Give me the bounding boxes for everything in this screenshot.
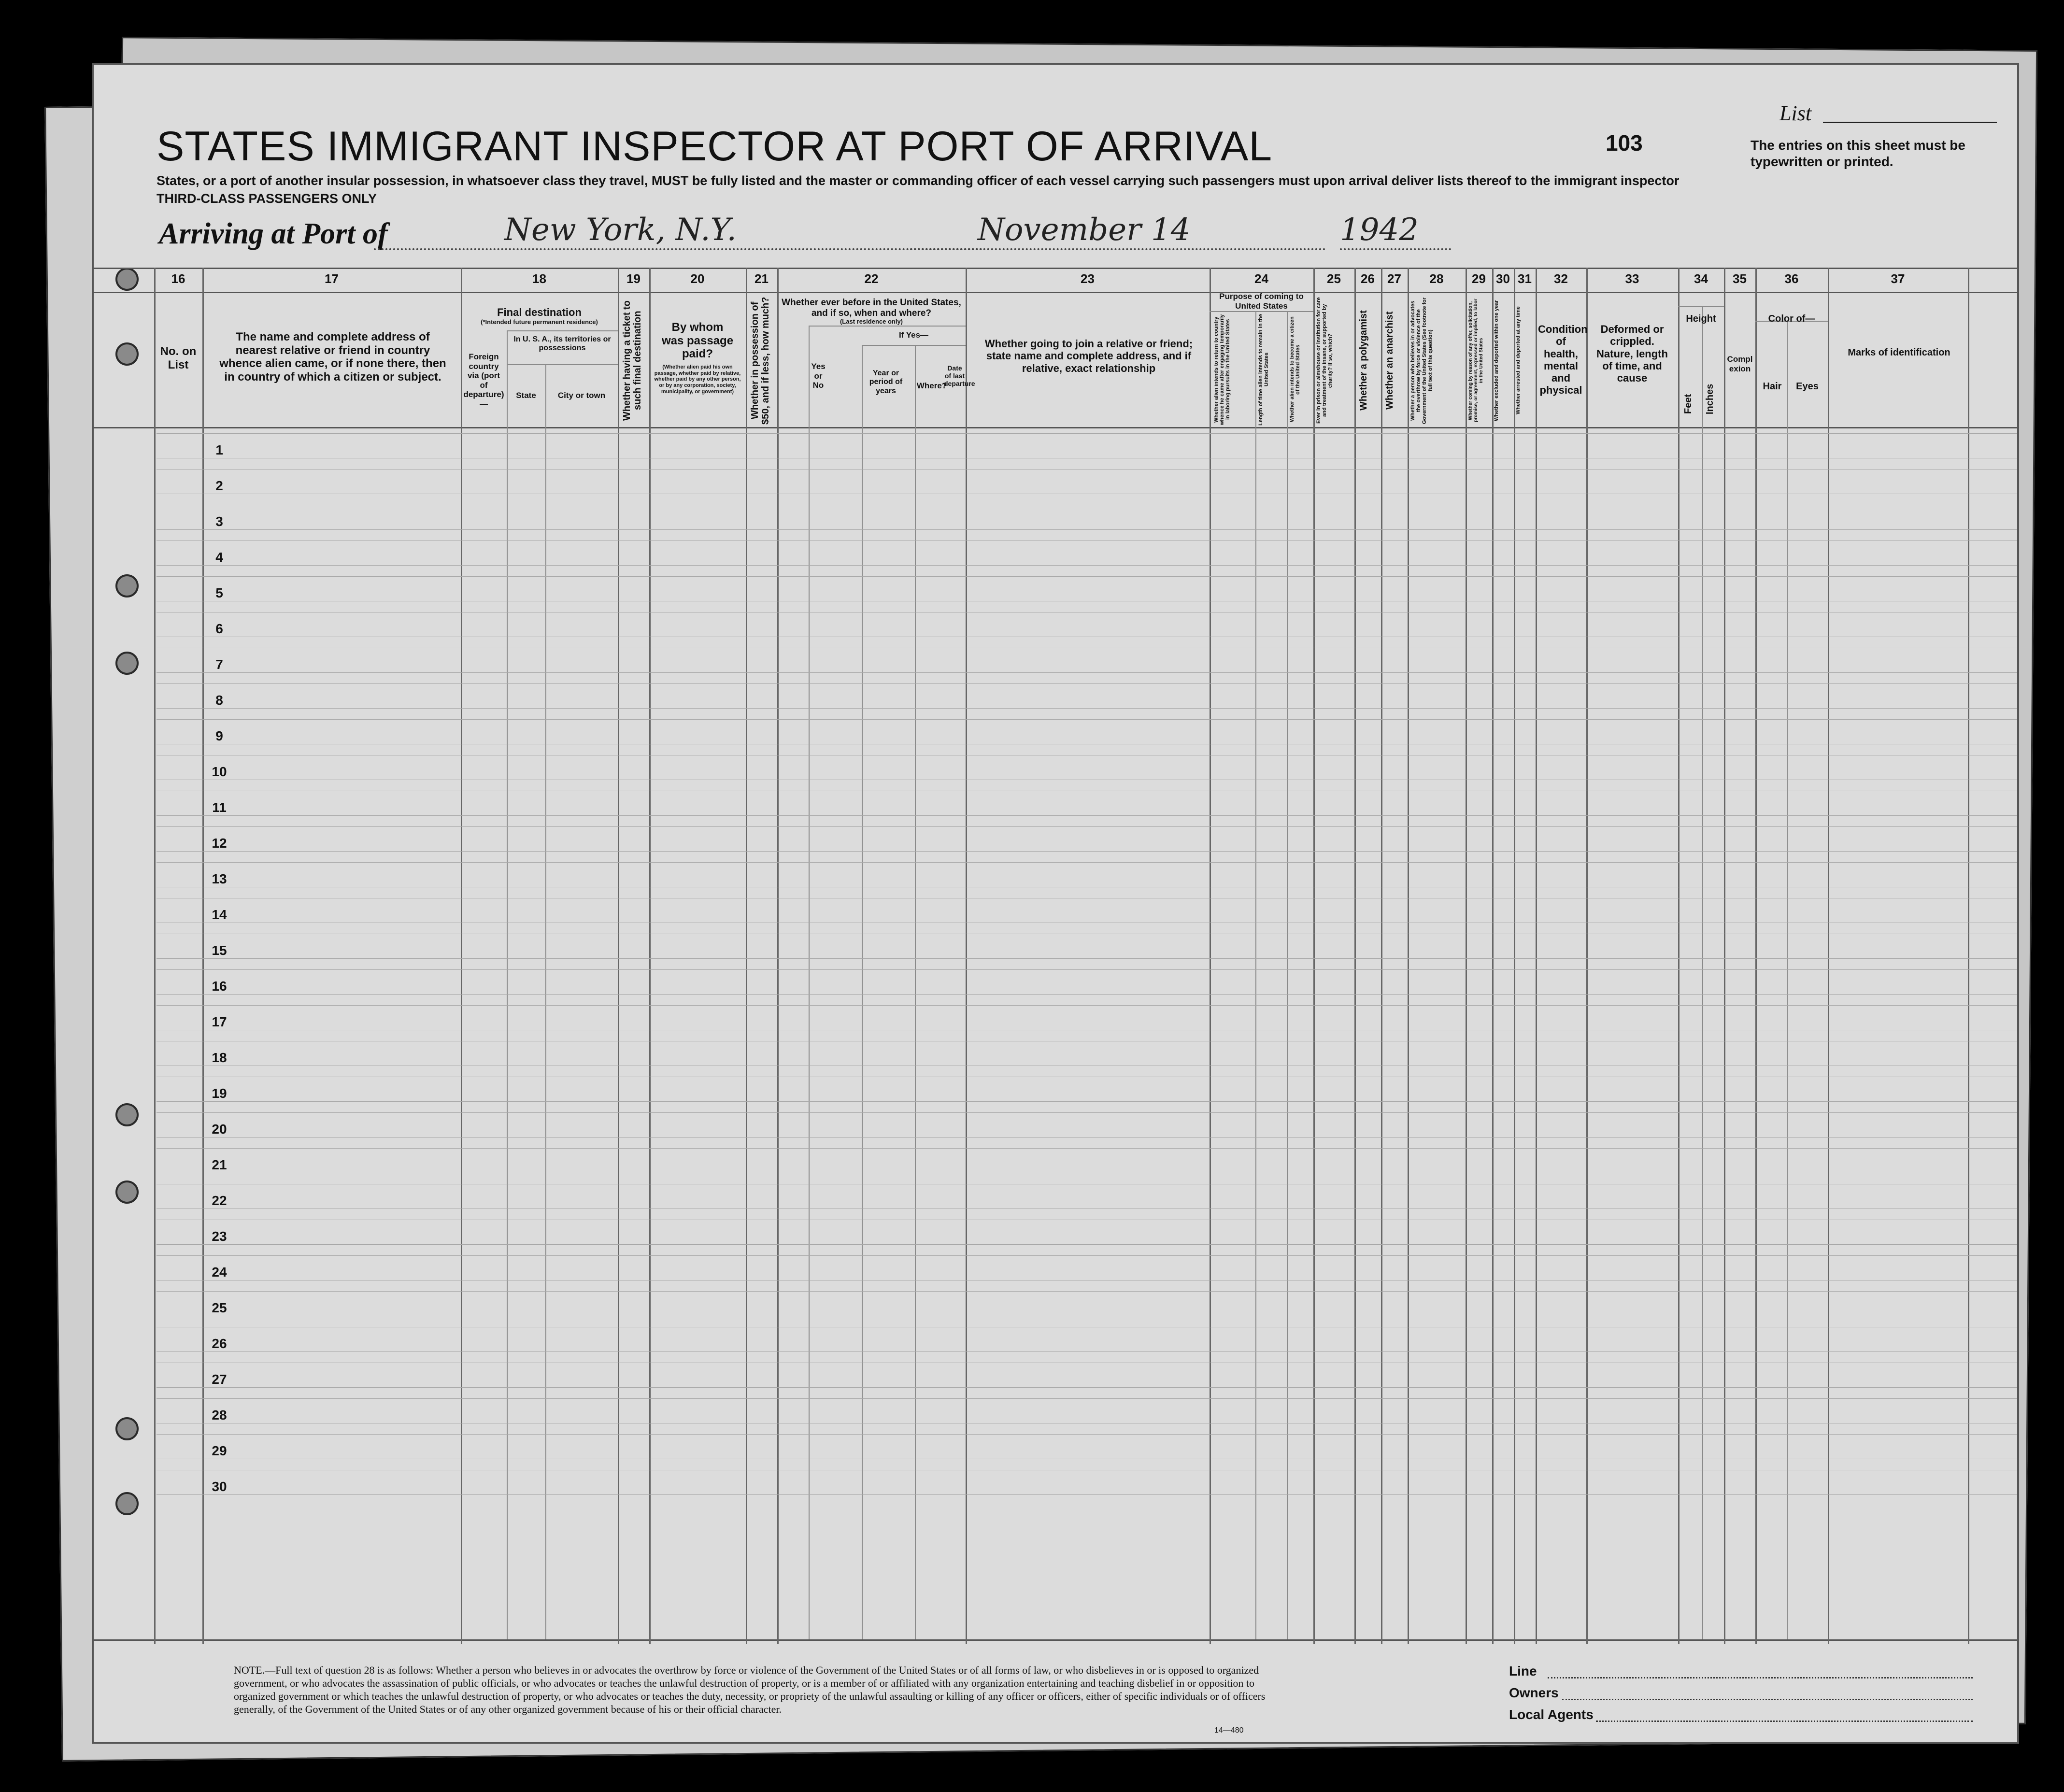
row-number: 17 [212, 1014, 227, 1029]
column-number: 25 [1327, 271, 1341, 286]
row-number: 2 [215, 478, 223, 493]
row-number: 28 [212, 1408, 227, 1422]
row-number: 21 [212, 1157, 227, 1172]
row-number: 10 [212, 764, 227, 779]
form-title: STATES IMMIGRANT INSPECTOR AT PORT OF ARRIVAL [157, 123, 1273, 170]
row-rule [157, 1255, 2019, 1256]
row-number: 26 [212, 1336, 227, 1351]
row-number: 15 [212, 943, 227, 958]
row-rule [157, 851, 2019, 852]
col16-header: No. on List [160, 345, 197, 371]
col32-header: Condition of health, mental and physical [1538, 323, 1588, 397]
row-number: 5 [215, 585, 223, 600]
column-number: 27 [1387, 271, 1401, 286]
owners-field [1562, 1699, 1973, 1700]
col34-header: Height [1686, 313, 1716, 324]
row-rule [157, 683, 2019, 684]
col18-note: (*Intended future permanent residence) [481, 318, 598, 326]
row-number: 19 [212, 1086, 227, 1101]
table-top-rule [94, 268, 2019, 269]
column-number: 35 [1733, 271, 1747, 286]
col24-a: Whether alien intends to return to country whence he came after engaging temporarily in laboring pursuits in the United States [1213, 314, 1231, 425]
subheader-rule [507, 364, 618, 365]
column-divider [1968, 268, 1969, 1644]
column-divider [461, 268, 462, 1644]
form-subtitle: States, or a port of another insular possession, in whatsoever class they travel, MUST be fully listed and the master or commanding officer of each vessel carrying such passengers must upon arrival deliver lists thereof to the immigrant inspector [157, 173, 1680, 188]
column-divider [1466, 268, 1467, 1644]
col30-header: Whether excluded and deported within one year [1494, 300, 1499, 421]
col18-state: State [516, 391, 536, 400]
column-divider [1828, 268, 1829, 1644]
column-number: 30 [1496, 271, 1510, 286]
col22-note: (Last residence only) [840, 318, 903, 325]
column-number: 36 [1784, 271, 1799, 286]
row-rule [157, 1137, 2019, 1138]
column-number: 18 [532, 271, 546, 286]
col23-header: Whether going to join a relative or friend; state name and complete address, and if relative, exact relationship [984, 338, 1193, 374]
col18-usa: In U. S. A., its territories or possessions [513, 335, 611, 353]
row-number: 6 [215, 621, 223, 636]
column-number: 17 [325, 271, 339, 286]
column-number-rule [94, 292, 2019, 293]
row-number: 3 [215, 514, 223, 529]
date-line [910, 248, 1325, 250]
column-divider [1354, 268, 1356, 1644]
arriving-label: Arriving at Port of [159, 217, 388, 250]
col27-header: Whether an anarchist [1384, 311, 1395, 410]
row-rule [157, 994, 2019, 995]
col20-header: By whom was passage paid? [661, 321, 734, 361]
date-handwritten: November 14 [978, 212, 1191, 248]
row-number: 16 [212, 979, 227, 994]
row-number: 13 [212, 871, 227, 886]
row-rule [157, 1387, 2019, 1388]
subheader-rule [862, 345, 966, 346]
local-agents-label: Local Agents [1509, 1707, 1594, 1722]
col22-yesno: Yes or No [811, 362, 826, 390]
subcolumn-divider [862, 345, 863, 1639]
subcolumn-divider [809, 326, 810, 1639]
col18-foreign: Foreign country via (port of departure)— [463, 352, 504, 409]
column-divider [154, 268, 156, 1644]
row-number: 27 [212, 1372, 227, 1387]
col24-c: Whether alien intends to become a citizen of the United States [1289, 316, 1301, 423]
subheader-rule [507, 330, 618, 331]
subcolumn-divider [1287, 311, 1288, 1639]
row-number: 18 [212, 1050, 227, 1065]
column-divider [966, 268, 967, 1644]
col20-note: (Whether alien paid his own passage, whether paid by relative, whether paid by any other person, or by any corporation, society, municipality, or government) [654, 364, 741, 395]
row-rule [157, 958, 2019, 959]
column-number: 20 [690, 271, 705, 286]
row-number: 24 [212, 1265, 227, 1280]
column-divider [777, 268, 779, 1644]
subheader-rule [809, 326, 966, 327]
row-number: 1 [215, 442, 223, 457]
col22-ifyes: If Yes— [898, 330, 929, 340]
row-number: 12 [212, 836, 227, 851]
list-label: List [1779, 101, 1812, 125]
col18-title: Final destination [497, 306, 582, 318]
row-number: 25 [212, 1300, 227, 1315]
port-handwritten: New York, N.Y. [504, 212, 737, 248]
row-rule [157, 969, 2019, 970]
col33-header: Deformed or crippled. Nature, length of time, and cause [1596, 323, 1668, 384]
column-divider [618, 268, 619, 1644]
header-bottom-rule [94, 427, 2019, 428]
row-rule [157, 565, 2019, 566]
subheader-rule [1210, 311, 1313, 312]
col34-inches: Inches [1705, 384, 1715, 415]
col35-header: Complexion [1727, 355, 1753, 373]
row-rule [157, 1005, 2019, 1006]
row-rule [157, 529, 2019, 530]
column-divider [1381, 268, 1382, 1644]
col37-header: Marks of identification [1848, 347, 1950, 358]
row-number: 11 [212, 800, 227, 815]
column-number: 28 [1429, 271, 1444, 286]
column-number: 23 [1081, 271, 1095, 286]
form-number: 14—480 [1214, 1726, 1244, 1735]
column-divider [1210, 268, 1211, 1644]
col34-feet: Feet [1683, 394, 1694, 414]
col17-header: The name and complete address of nearest relative or friend in country whence alien came, or if none there, then in country of which a citizen or subject. [219, 330, 446, 384]
row-number: 4 [215, 550, 223, 565]
col36-hair: Hair [1763, 381, 1782, 392]
footnote: NOTE.—Full text of question 28 is as follows: Whether a person who believes in or advocates the overthrow by force or violence of the Government of the United States or of all forms of law, or who disbelieves in or is opposed to organized government, or who advocates the assassination of public officials, or who advocates or teaches the unlawful destruction of property, or is a member of or affiliated with any organization entertaining and teaching disbelief in or opposition to organized government or which teaches the unlawful destruction of property, or who advocates or teaches the duty, necessity, or propriety of the unlawful assaulting or killing of any officer or officers, either of specific individuals or of officers generally, of the Government of the United States or of any other organized government because of his or their official character. [234, 1664, 1266, 1715]
class-label: THIRD-CLASS PASSENGERS ONLY [157, 191, 377, 206]
row-rule [157, 815, 2019, 816]
owners-label: Owners [1509, 1685, 1559, 1700]
row-rule [157, 719, 2019, 720]
subcolumn-divider [507, 330, 508, 1639]
column-number: 29 [1472, 271, 1486, 286]
row-number: 7 [215, 657, 223, 672]
subheader-rule [1678, 306, 1724, 307]
column-divider [1408, 268, 1409, 1644]
column-divider [1536, 268, 1537, 1644]
column-divider [649, 268, 651, 1644]
column-divider [1755, 268, 1757, 1644]
column-number: 24 [1254, 271, 1268, 286]
subcolumn-divider [1787, 321, 1788, 1639]
row-number: 14 [212, 907, 227, 922]
column-divider [1678, 268, 1680, 1644]
row-rule [157, 1244, 2019, 1245]
row-rule [157, 576, 2019, 577]
col22-title: Whether ever before in the United States, and if so, when and where? [782, 298, 961, 318]
row-number: 9 [215, 728, 223, 743]
row-rule [157, 433, 2019, 434]
row-number: 29 [212, 1443, 227, 1458]
row-rule [157, 1494, 2019, 1495]
col22-where: Where? [916, 381, 947, 390]
col28-header: Whether a person who believes in or advocates the overthrow by force or violence of the Government of the United States (See footnote for full text of this question) [1410, 297, 1434, 424]
row-rule [157, 1148, 2019, 1149]
manifest-table [94, 268, 2019, 1644]
column-number: 16 [171, 271, 185, 286]
row-rule [157, 1398, 2019, 1399]
col26-header: Whether a polygamist [1358, 310, 1369, 411]
row-rule [157, 1291, 2019, 1292]
column-divider [1514, 268, 1515, 1644]
col29-header: Whether coming by reason of any offer, solicitation, promise, or agreement, expressed or implied, to labor in the United States [1468, 299, 1484, 423]
page-number: 103 [1606, 130, 1643, 156]
column-divider [1313, 268, 1315, 1644]
row-number: 30 [212, 1479, 227, 1494]
local-agents-field [1596, 1721, 1973, 1722]
col22-date: Date of last departure [944, 364, 975, 388]
row-rule [157, 540, 2019, 541]
column-number: 31 [1518, 271, 1532, 286]
subcolumn-divider [1702, 306, 1703, 1639]
column-divider [1586, 268, 1588, 1644]
column-number: 22 [864, 271, 879, 286]
col25-header: Ever in prison or almshouse or institution for care and treatment of the insane, or supported by charity? If so, which? [1316, 297, 1334, 424]
subcolumn-divider [1255, 311, 1256, 1639]
line-field [1548, 1677, 1973, 1678]
row-number: 23 [212, 1229, 227, 1244]
col36-header: Color of— [1768, 313, 1815, 324]
port-line [374, 248, 982, 250]
row-rule [157, 1112, 2019, 1113]
column-number: 33 [1625, 271, 1639, 286]
column-divider [1492, 268, 1494, 1644]
column-number: 32 [1554, 271, 1568, 286]
row-rule [157, 1351, 2019, 1352]
row-rule [157, 1101, 2019, 1102]
line-label: Line [1509, 1664, 1537, 1678]
subcolumn-divider [915, 345, 916, 1639]
col24-b: Length of time alien intends to remain in the United States [1258, 313, 1270, 426]
year-handwritten: 1942 [1340, 212, 1419, 248]
row-number: 22 [212, 1193, 227, 1208]
row-rule [157, 826, 2019, 827]
column-divider [746, 268, 747, 1644]
table-bottom-rule [94, 1639, 2019, 1641]
manifest-sheet [92, 63, 2019, 1744]
entries-note: The entries on this sheet must be typewritten or printed. [1751, 138, 1965, 169]
subcolumn-divider [545, 364, 546, 1639]
col31-header: Whether arrested and deported at any time [1515, 306, 1521, 415]
col18-city: City or town [557, 391, 606, 400]
column-number: 21 [754, 271, 769, 286]
col36-eyes: Eyes [1796, 381, 1819, 392]
column-number: 37 [1891, 271, 1905, 286]
column-number: 26 [1361, 271, 1375, 286]
row-rule [157, 862, 2019, 863]
col24-title: Purpose of coming to United States [1219, 292, 1304, 311]
column-divider [1724, 268, 1725, 1644]
year-line [1340, 248, 1451, 250]
row-number: 8 [215, 693, 223, 708]
column-number: 19 [626, 271, 641, 286]
row-rule [157, 708, 2019, 709]
list-line [1823, 122, 1997, 123]
row-number: 20 [212, 1122, 227, 1137]
col22-year: Year or period of years [869, 369, 903, 395]
row-rule [157, 672, 2019, 673]
row-rule [157, 1434, 2019, 1435]
column-number: 34 [1694, 271, 1708, 286]
col19-header: Whether having a ticket to such final destination [622, 300, 643, 421]
col21-header: Whether in possession of $50, and if less, how much? [750, 297, 771, 425]
